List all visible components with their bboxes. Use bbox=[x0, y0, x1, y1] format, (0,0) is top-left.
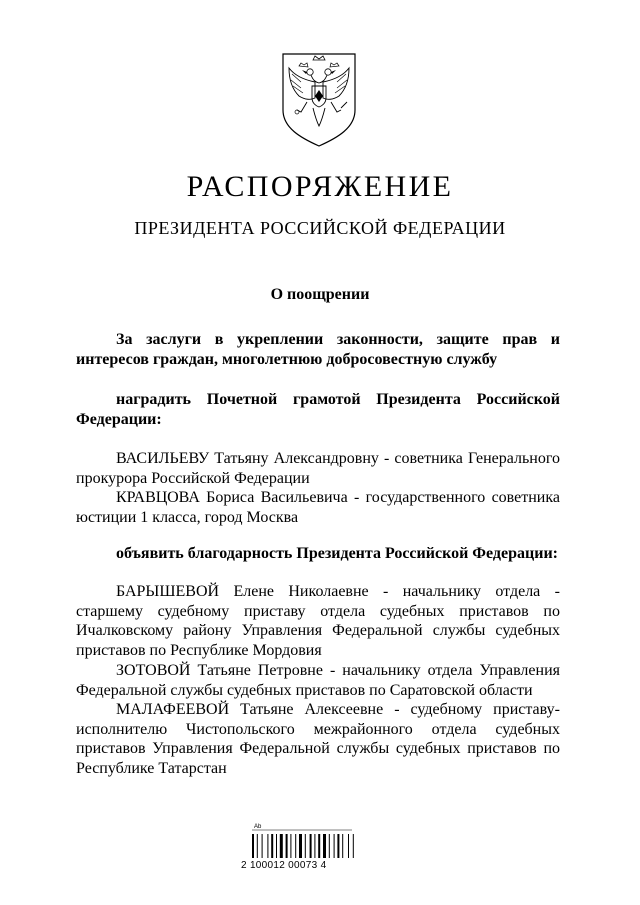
gratitude-entry: ЗОТОВОЙ Татьяне Петровне - начальнику отдела Управления Федеральной службы судебных приставов по Саратовской области bbox=[76, 662, 560, 699]
section2-heading: объявить благодарность Президента Российской Федерации: bbox=[116, 545, 558, 562]
barcode-number: 2 100012 00073 4 bbox=[241, 860, 327, 871]
award-entry: ВАСИЛЬЕВУ Татьяну Александровну - советника Генерального прокурора Российской Федерации bbox=[76, 450, 560, 487]
document-subject: О поощрении bbox=[270, 286, 370, 303]
preamble-paragraph: За заслуги в укреплении законности, защите прав и интересов граждан, многолетнюю добросовестную службу bbox=[76, 331, 560, 368]
barcode-icon bbox=[240, 818, 360, 890]
document-title: РАСПОРЯЖЕНИЕ bbox=[186, 170, 454, 203]
svg-text:Ab: Ab bbox=[254, 824, 262, 830]
gratitude-entry: МАЛАФЕЕВОЙ Татьяне Алексеевне - судебному приставу-исполнителю Чистопольского межрайонного отдела судебных приставов Управления Федеральной службы судебных приставов по Республике Татарстан bbox=[76, 701, 560, 777]
award-entry: КРАВЦОВА Бориса Васильевича - государственного советника юстиции 1 класса, город Москва bbox=[76, 489, 560, 526]
russian-emblem-icon bbox=[277, 50, 361, 148]
document-subtitle: ПРЕЗИДЕНТА РОССИЙСКОЙ ФЕДЕРАЦИИ bbox=[134, 218, 506, 238]
section1-heading: наградить Почетной грамотой Президента Российской Федерации: bbox=[76, 391, 560, 428]
gratitude-entry: БАРЫШЕВОЙ Елене Николаевне - начальнику отдела - старшему судебному приставу отдела судебных приставов по Ичалковскому району Управления Федеральной службы судебных приставов по Республике Мордовия bbox=[76, 583, 560, 659]
